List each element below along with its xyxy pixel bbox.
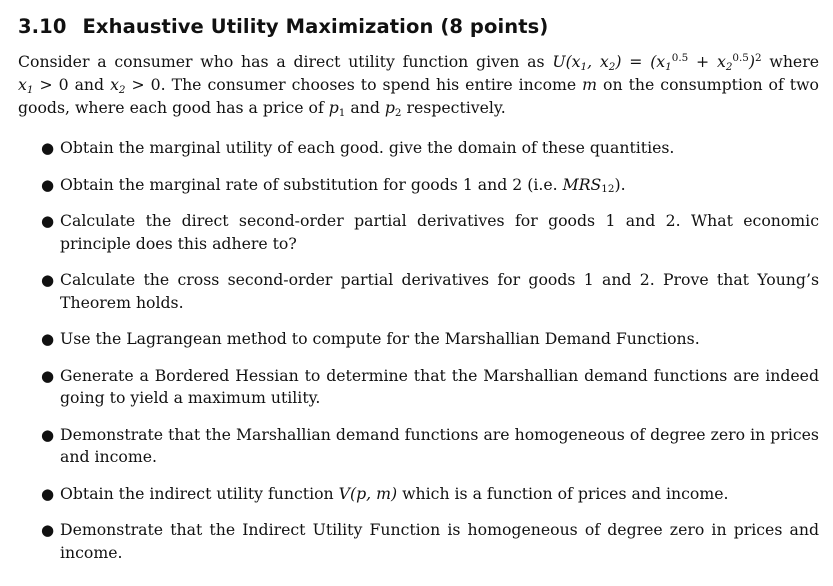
constraint-x1: $x_1 > 0$ [18,75,69,96]
intro-text: and [345,98,385,117]
bullet-icon: ● [41,425,55,444]
task-item [18,519,819,564]
mrs-notation: $MRS_{12}$ [562,174,615,196]
problem-statement [18,50,819,119]
intro-text: Consider a consumer who has a direct utility function given as [18,52,553,71]
intro-text: and [68,75,111,94]
task-text: Obtain the marginal utility of each good. give the domain of these quantities. [60,138,675,157]
task-text: Calculate the direct second-order partial derivatives for goods 1 and 2. What economic principle does this adhere to? [60,211,819,253]
price-variable-2: $p_2$ [384,98,402,119]
task-item [18,328,819,351]
task-item [18,424,819,469]
task-text: Demonstrate that the Marshallian demand functions are homogeneous of degree zero in prices and income. [60,424,819,466]
intro-text: on the consumption of two goods, where each good has a price of [18,75,819,117]
task-text: ). [614,174,626,194]
bullet-icon: ● [41,521,55,539]
bullet-icon: ● [41,366,55,385]
task-item [18,483,819,506]
task-text: Use the Lagrangean method to compute for the Marshallian Demand Functions. [60,329,700,348]
task-text: Obtain the marginal rate of substitution for goods 1 and 2 (i.e. [60,174,563,194]
task-item [18,365,819,410]
utility-function-formula: $U(x_1$, $x_2) = (x_1^{0.5} + x_2^{0.5})^2$ [552,52,762,73]
income-variable: m [582,75,598,94]
task-item [18,269,819,314]
constraint-x2: $x_2 > 0$ [110,75,161,96]
task-text: which is a function of prices and income. [397,483,729,503]
task-item [18,137,819,160]
section-heading [18,14,819,40]
price-variable-1: $p_1$ [328,98,346,119]
intro-text: where [761,52,819,71]
bullet-icon: ● [41,271,55,289]
bullet-icon: ● [41,175,55,194]
task-list [18,137,819,564]
section-title: Exhaustive Utility Maximization (8 points) [82,15,549,38]
intro-text: . The consumer chooses to spend his entire income [160,75,583,94]
bullet-icon: ● [41,139,55,157]
task-text: Obtain the indirect utility function [60,483,339,503]
task-text: Generate a Bordered Hessian to determine that the Marshallian demand functions are indeed going to yield a maximum utility. [60,365,819,407]
task-item [18,210,819,255]
intro-text: respectively. [401,98,506,117]
bullet-icon: ● [41,330,55,348]
task-text: Calculate the cross second-order partial derivatives for goods 1 and 2. Prove that Young’s Theorem holds. [60,270,819,312]
bullet-icon: ● [41,212,55,230]
bullet-icon: ● [41,484,55,503]
task-item [18,174,819,197]
indirect-utility-notation: V(p, m) [338,483,398,503]
section-number: 3.10 [18,15,67,38]
task-text: Demonstrate that the Indirect Utility Function is homogeneous of degree zero in prices and income. [60,520,819,562]
